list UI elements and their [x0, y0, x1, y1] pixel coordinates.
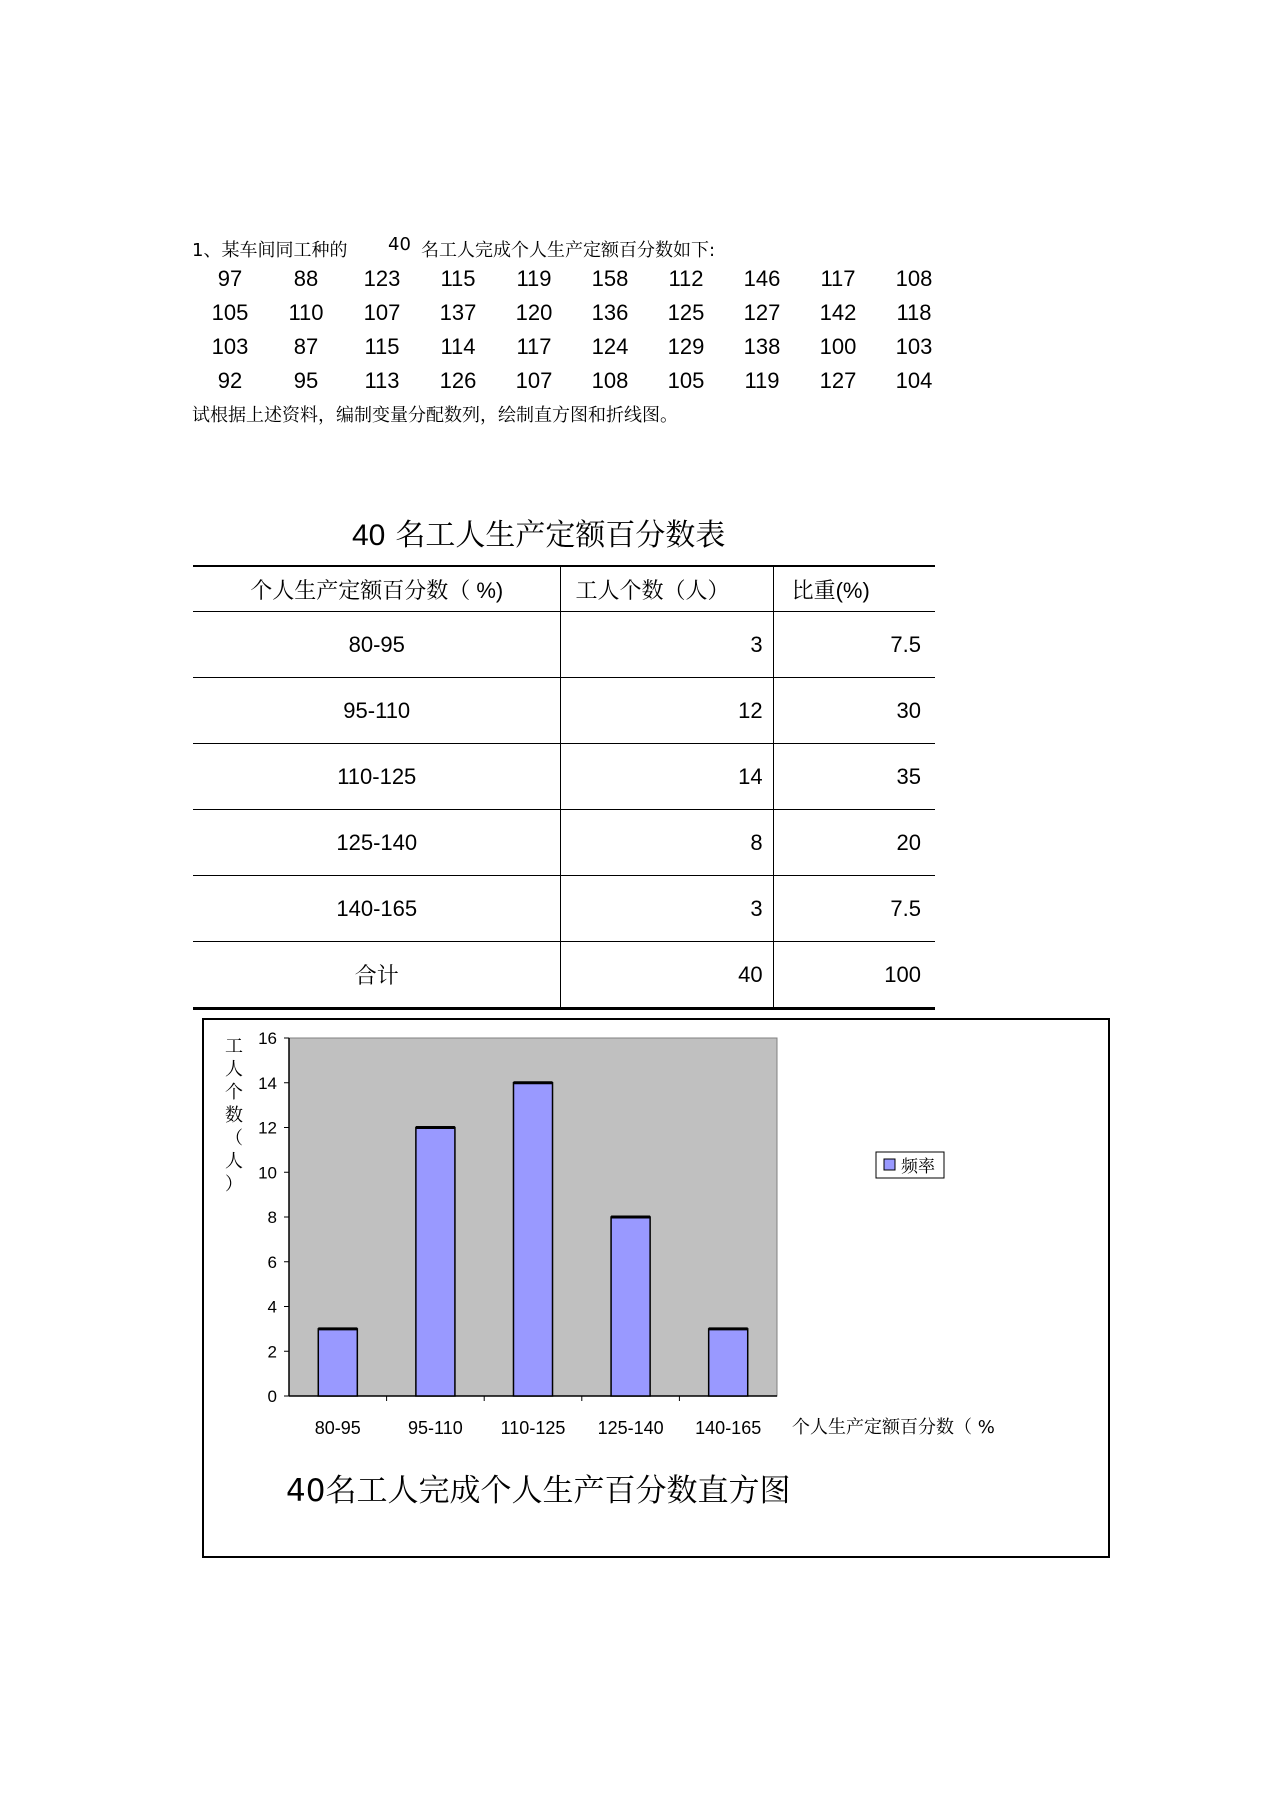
y-tick-label: 10: [258, 1163, 277, 1183]
raw-data-value: 119: [516, 266, 552, 291]
chart-title: 40名工人完成个人生产百分数直方图: [286, 1473, 791, 1509]
table-row: [193, 744, 935, 810]
cell-proportion: 30: [773, 678, 935, 744]
raw-data-value: 110: [288, 300, 324, 325]
raw-data-value: 108: [895, 266, 933, 291]
histogram-svg: [204, 1020, 1108, 1556]
x-axis-label: 个人生产定额百分数（ %: [792, 1417, 995, 1438]
raw-data-value: 112: [668, 266, 704, 291]
cell-percent-range: 95-110: [193, 678, 561, 744]
y-tick-label: 6: [267, 1252, 277, 1272]
table-title-text: 名工人生产定额百分数表: [395, 518, 726, 553]
table-body: [193, 612, 935, 1009]
raw-data-value: 124: [591, 334, 629, 359]
histogram-bar: [318, 1329, 357, 1396]
x-tick-label: 140-165: [695, 1418, 762, 1438]
cell-percent-range: 80-95: [193, 612, 561, 678]
raw-data-value: 87: [293, 334, 319, 359]
y-axis-label-char: 人: [225, 1151, 243, 1172]
x-tick-label: 125-140: [597, 1418, 664, 1438]
cell-worker-count: 14: [561, 744, 773, 810]
raw-data-row: [192, 262, 952, 296]
question-intro: [192, 234, 716, 262]
raw-data-value: 127: [819, 368, 857, 393]
raw-data-value: 88: [293, 266, 319, 291]
y-tick-label: 4: [267, 1297, 277, 1317]
y-tick-label: 2: [267, 1342, 277, 1362]
raw-data-value: 146: [743, 266, 781, 291]
histogram-chart: [202, 1018, 1110, 1558]
cell-proportion: 7.5: [773, 876, 935, 942]
cell-proportion: 7.5: [773, 612, 935, 678]
table-row: [193, 810, 935, 876]
cell-worker-count: 8: [561, 810, 773, 876]
raw-data-value: 117: [820, 266, 856, 291]
raw-data-value: 115: [364, 334, 400, 359]
raw-data-value: 125: [667, 300, 705, 325]
cell-worker-count: 40: [561, 942, 773, 1009]
legend-label: 频率: [901, 1157, 935, 1177]
y-tick-label: 14: [258, 1073, 277, 1093]
raw-data-value: 158: [591, 266, 629, 291]
y-tick-label: 8: [267, 1208, 277, 1227]
y-axis-label-char: 人: [225, 1059, 243, 1080]
raw-data-value: 97: [217, 266, 243, 291]
raw-data-value: 123: [363, 266, 401, 291]
header-proportion: 比重(%): [773, 566, 935, 612]
raw-data-grid: [192, 262, 952, 398]
header-percent-range: 个人生产定额百分数（ %): [193, 566, 561, 612]
y-axis-label-char: ）: [225, 1174, 243, 1195]
raw-data-value: 104: [895, 368, 933, 393]
table-row: [193, 678, 935, 744]
raw-data-value: 119: [744, 368, 780, 393]
table-title-number: 40: [352, 519, 386, 552]
raw-data-value: 100: [819, 334, 857, 359]
instruction-text: 试根据上述资料，编制变量分配数列，绘制直方图和折线图。: [192, 405, 678, 426]
y-tick-label: 16: [258, 1029, 277, 1048]
raw-data-value: 137: [439, 300, 477, 325]
table-header-row: [193, 566, 935, 612]
cell-percent-range: 125-140: [193, 810, 561, 876]
raw-data-value: 113: [364, 368, 400, 393]
raw-data-value: 105: [211, 300, 249, 325]
cell-worker-count: 12: [561, 678, 773, 744]
raw-data-value: 142: [819, 300, 857, 325]
table-total-row: [193, 942, 935, 1009]
raw-data-value: 120: [515, 300, 553, 325]
cell-percent-range: 110-125: [193, 744, 561, 810]
raw-data-row: [192, 330, 952, 364]
raw-data-value: 105: [667, 368, 705, 393]
raw-data-value: 114: [440, 334, 476, 359]
cell-proportion: 100: [773, 942, 935, 1009]
y-tick-label: 0: [267, 1387, 277, 1406]
raw-data-value: 118: [896, 300, 932, 325]
table-title: [352, 510, 725, 554]
raw-data-value: 126: [439, 368, 477, 393]
x-tick-label: 95-110: [408, 1418, 463, 1438]
intro-prefix: 1、某车间同工种的: [192, 240, 348, 261]
raw-data-value: 95: [293, 368, 319, 393]
histogram-bar: [416, 1128, 455, 1397]
raw-data-value: 117: [516, 334, 552, 359]
y-axis-label-char: 工: [225, 1036, 243, 1057]
frequency-table: [193, 565, 935, 1010]
raw-data-value: 103: [895, 334, 933, 359]
y-axis-label-char: （: [225, 1128, 243, 1149]
raw-data-value: 115: [440, 266, 476, 291]
raw-data-value: 108: [591, 368, 629, 393]
raw-data-value: 103: [211, 334, 249, 359]
raw-data-row: [192, 364, 952, 398]
y-axis-label-char: 数: [225, 1105, 243, 1126]
intro-count: 40: [388, 234, 411, 255]
histogram-bar: [611, 1217, 650, 1396]
table-row: [193, 612, 935, 678]
raw-data-value: 107: [515, 368, 553, 393]
raw-data-value: 129: [667, 334, 705, 359]
y-tick-label: 12: [258, 1118, 277, 1138]
cell-percent-range: 140-165: [193, 876, 561, 942]
cell-proportion: 20: [773, 810, 935, 876]
cell-worker-count: 3: [561, 612, 773, 678]
histogram-bar: [709, 1329, 748, 1396]
table-row: [193, 876, 935, 942]
x-tick-label: 80-95: [314, 1418, 361, 1438]
raw-data-value: 138: [743, 334, 781, 359]
raw-data-value: 127: [743, 300, 781, 325]
histogram-bar: [513, 1083, 552, 1396]
cell-percent-range: 合计: [193, 942, 561, 1009]
y-axis-label-char: 个: [225, 1082, 243, 1103]
cell-worker-count: 3: [561, 876, 773, 942]
x-tick-label: 110-125: [500, 1418, 566, 1438]
intro-suffix: 名工人完成个人生产定额百分数如下:: [421, 240, 716, 261]
raw-data-value: 136: [591, 300, 629, 325]
raw-data-value: 107: [363, 300, 401, 325]
raw-data-value: 92: [217, 368, 243, 393]
cell-proportion: 35: [773, 744, 935, 810]
raw-data-row: [192, 296, 952, 330]
header-worker-count: 工人个数（人）: [561, 566, 773, 612]
legend-swatch: [884, 1159, 895, 1170]
